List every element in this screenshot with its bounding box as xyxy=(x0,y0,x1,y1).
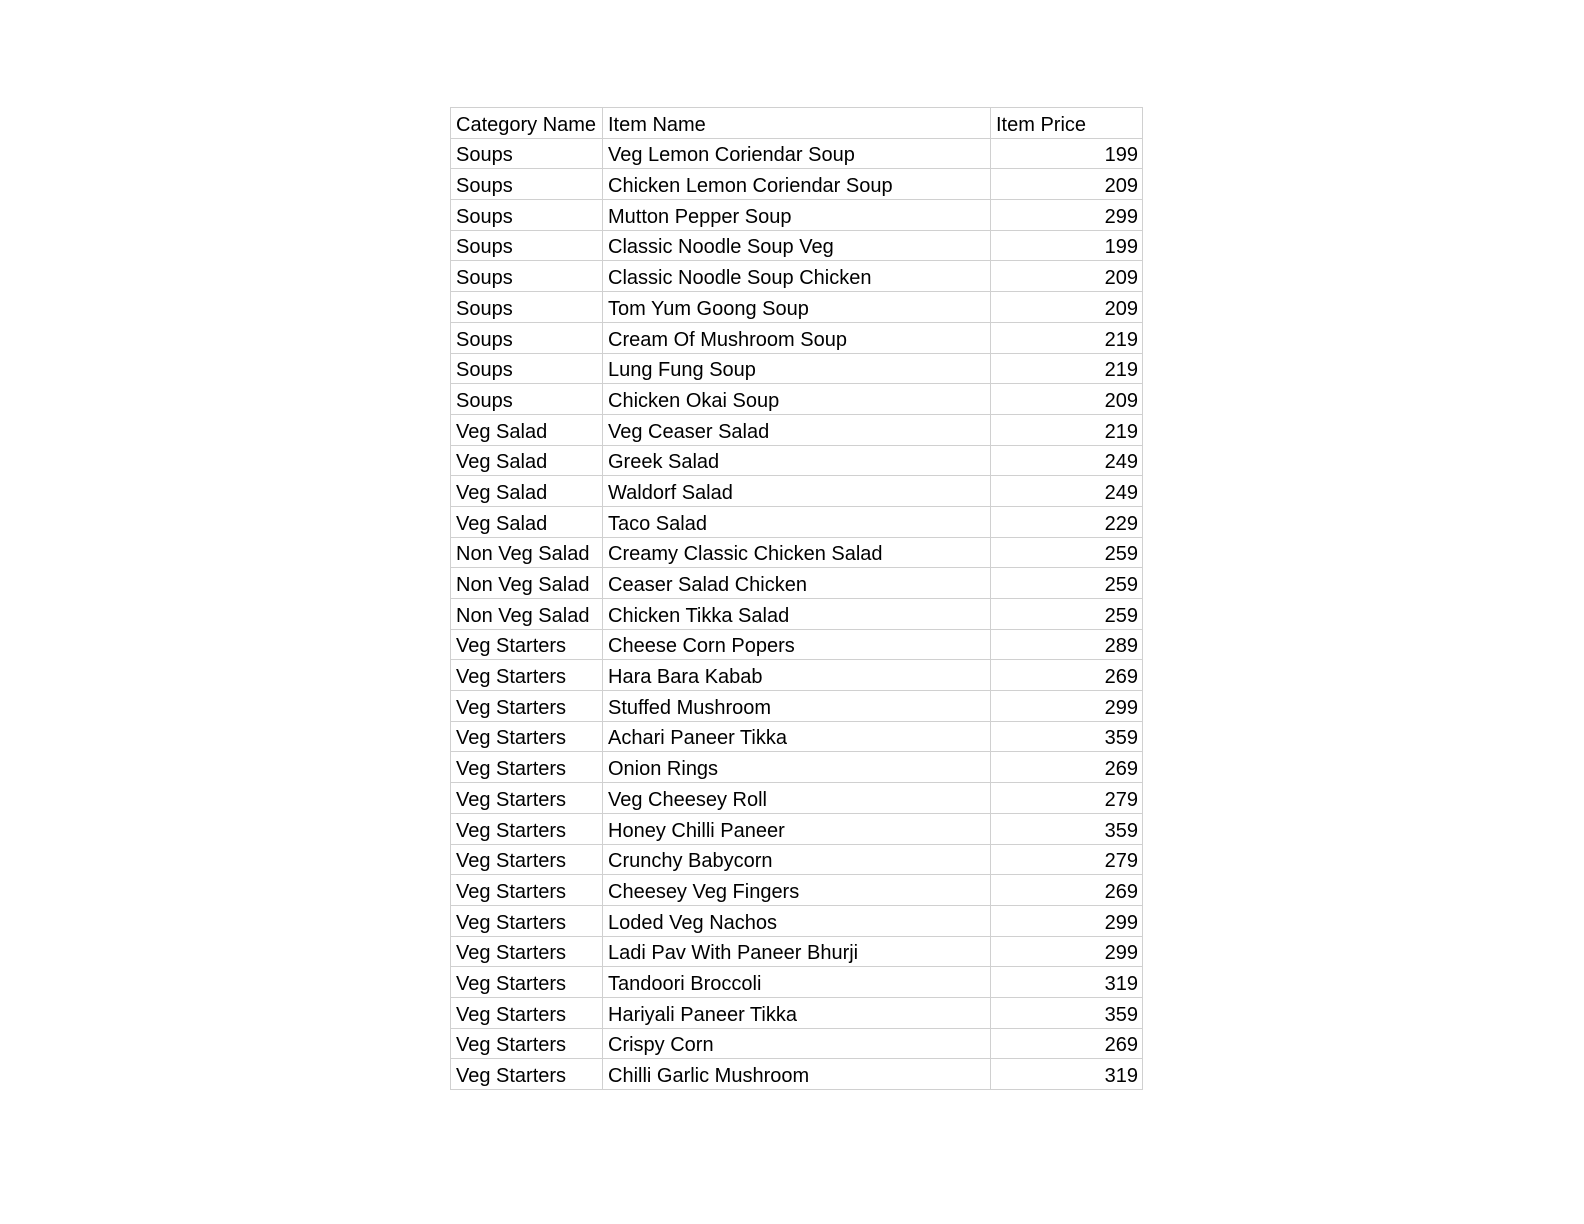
table-row xyxy=(451,1059,1143,1090)
category-cell: Veg Starters xyxy=(451,721,603,752)
item-price-cell: 229 xyxy=(991,506,1143,537)
item-price-cell: 259 xyxy=(991,568,1143,599)
category-cell: Veg Salad xyxy=(451,476,603,507)
table-row xyxy=(451,967,1143,998)
category-cell: Veg Starters xyxy=(451,629,603,660)
category-cell: Veg Starters xyxy=(451,813,603,844)
table-row xyxy=(451,261,1143,292)
item-name-cell: Chicken Okai Soup xyxy=(603,384,991,415)
table-row xyxy=(451,997,1143,1028)
category-cell: Non Veg Salad xyxy=(451,568,603,599)
table-row xyxy=(451,721,1143,752)
item-name-cell: Lung Fung Soup xyxy=(603,353,991,384)
table-row xyxy=(451,353,1143,384)
category-cell: Soups xyxy=(451,138,603,169)
item-price-cell: 279 xyxy=(991,783,1143,814)
category-cell: Soups xyxy=(451,384,603,415)
item-price-cell: 209 xyxy=(991,292,1143,323)
category-cell: Veg Starters xyxy=(451,691,603,722)
item-name-cell: Waldorf Salad xyxy=(603,476,991,507)
item-name-cell: Veg Ceaser Salad xyxy=(603,414,991,445)
category-cell: Veg Starters xyxy=(451,783,603,814)
category-cell: Veg Starters xyxy=(451,844,603,875)
item-price-cell: 319 xyxy=(991,967,1143,998)
item-price-cell: 269 xyxy=(991,875,1143,906)
table-row xyxy=(451,629,1143,660)
table-row xyxy=(451,506,1143,537)
table-row xyxy=(451,660,1143,691)
table-row xyxy=(451,813,1143,844)
item-name-cell: Cream Of Mushroom Soup xyxy=(603,322,991,353)
item-price-cell: 209 xyxy=(991,169,1143,200)
item-price-cell: 289 xyxy=(991,629,1143,660)
category-cell: Veg Starters xyxy=(451,905,603,936)
item-price-cell: 269 xyxy=(991,1028,1143,1059)
table-row xyxy=(451,384,1143,415)
item-price-cell: 269 xyxy=(991,660,1143,691)
item-name-cell: Hariyali Paneer Tikka xyxy=(603,997,991,1028)
item-name-cell: Crispy Corn xyxy=(603,1028,991,1059)
table-row xyxy=(451,169,1143,200)
item-price-cell: 359 xyxy=(991,721,1143,752)
item-name-cell: Ceaser Salad Chicken xyxy=(603,568,991,599)
table-row xyxy=(451,844,1143,875)
table-row xyxy=(451,445,1143,476)
category-cell: Soups xyxy=(451,200,603,231)
item-name-cell: Stuffed Mushroom xyxy=(603,691,991,722)
item-name-cell: Tom Yum Goong Soup xyxy=(603,292,991,323)
item-price-cell: 219 xyxy=(991,353,1143,384)
item-name-cell: Chilli Garlic Mushroom xyxy=(603,1059,991,1090)
item-name-cell: Veg Lemon Coriendar Soup xyxy=(603,138,991,169)
table-row xyxy=(451,322,1143,353)
item-price-cell: 299 xyxy=(991,905,1143,936)
table-row xyxy=(451,568,1143,599)
table-row xyxy=(451,230,1143,261)
item-name-cell: Cheesey Veg Fingers xyxy=(603,875,991,906)
item-name-cell: Hara Bara Kabab xyxy=(603,660,991,691)
category-cell: Veg Starters xyxy=(451,1059,603,1090)
header-category-name: Category Name xyxy=(451,108,603,139)
item-name-cell: Classic Noodle Soup Chicken xyxy=(603,261,991,292)
table-body xyxy=(451,138,1143,1089)
item-price-cell: 299 xyxy=(991,691,1143,722)
category-cell: Veg Starters xyxy=(451,752,603,783)
category-cell: Veg Starters xyxy=(451,660,603,691)
category-cell: Veg Starters xyxy=(451,1028,603,1059)
category-cell: Soups xyxy=(451,292,603,323)
table-row xyxy=(451,138,1143,169)
category-cell: Veg Starters xyxy=(451,997,603,1028)
item-name-cell: Chicken Tikka Salad xyxy=(603,599,991,630)
category-cell: Soups xyxy=(451,169,603,200)
item-name-cell: Ladi Pav With Paneer Bhurji xyxy=(603,936,991,967)
table-row xyxy=(451,476,1143,507)
item-price-cell: 199 xyxy=(991,138,1143,169)
item-price-cell: 269 xyxy=(991,752,1143,783)
item-price-cell: 299 xyxy=(991,936,1143,967)
item-price-cell: 249 xyxy=(991,476,1143,507)
table-row xyxy=(451,1028,1143,1059)
item-price-cell: 279 xyxy=(991,844,1143,875)
item-price-cell: 219 xyxy=(991,414,1143,445)
category-cell: Veg Starters xyxy=(451,967,603,998)
category-cell: Non Veg Salad xyxy=(451,599,603,630)
table-row xyxy=(451,875,1143,906)
category-cell: Veg Starters xyxy=(451,875,603,906)
category-cell: Soups xyxy=(451,230,603,261)
menu-price-table xyxy=(450,107,1143,1090)
item-name-cell: Achari Paneer Tikka xyxy=(603,721,991,752)
table-row xyxy=(451,414,1143,445)
item-name-cell: Crunchy Babycorn xyxy=(603,844,991,875)
item-name-cell: Chicken Lemon Coriendar Soup xyxy=(603,169,991,200)
table-row xyxy=(451,691,1143,722)
item-name-cell: Onion Rings xyxy=(603,752,991,783)
item-price-cell: 209 xyxy=(991,384,1143,415)
table-row xyxy=(451,905,1143,936)
table-row xyxy=(451,752,1143,783)
category-cell: Soups xyxy=(451,353,603,384)
header-item-name: Item Name xyxy=(603,108,991,139)
header-item-price: Item Price xyxy=(991,108,1143,139)
table-row xyxy=(451,200,1143,231)
item-name-cell: Creamy Classic Chicken Salad xyxy=(603,537,991,568)
category-cell: Veg Starters xyxy=(451,936,603,967)
item-price-cell: 299 xyxy=(991,200,1143,231)
item-name-cell: Taco Salad xyxy=(603,506,991,537)
item-price-cell: 259 xyxy=(991,537,1143,568)
item-price-cell: 199 xyxy=(991,230,1143,261)
item-name-cell: Classic Noodle Soup Veg xyxy=(603,230,991,261)
item-name-cell: Honey Chilli Paneer xyxy=(603,813,991,844)
category-cell: Soups xyxy=(451,322,603,353)
item-price-cell: 259 xyxy=(991,599,1143,630)
header-row xyxy=(451,108,1143,139)
item-price-cell: 319 xyxy=(991,1059,1143,1090)
item-price-cell: 359 xyxy=(991,813,1143,844)
item-name-cell: Greek Salad xyxy=(603,445,991,476)
table-row xyxy=(451,537,1143,568)
item-name-cell: Tandoori Broccoli xyxy=(603,967,991,998)
item-price-cell: 249 xyxy=(991,445,1143,476)
item-name-cell: Mutton Pepper Soup xyxy=(603,200,991,231)
item-price-cell: 219 xyxy=(991,322,1143,353)
category-cell: Veg Salad xyxy=(451,445,603,476)
table-row xyxy=(451,292,1143,323)
item-name-cell: Veg Cheesey Roll xyxy=(603,783,991,814)
item-price-cell: 359 xyxy=(991,997,1143,1028)
item-price-cell: 209 xyxy=(991,261,1143,292)
item-name-cell: Cheese Corn Popers xyxy=(603,629,991,660)
category-cell: Non Veg Salad xyxy=(451,537,603,568)
table-row xyxy=(451,599,1143,630)
category-cell: Soups xyxy=(451,261,603,292)
category-cell: Veg Salad xyxy=(451,414,603,445)
table-row xyxy=(451,936,1143,967)
table-row xyxy=(451,783,1143,814)
category-cell: Veg Salad xyxy=(451,506,603,537)
item-name-cell: Loded Veg Nachos xyxy=(603,905,991,936)
